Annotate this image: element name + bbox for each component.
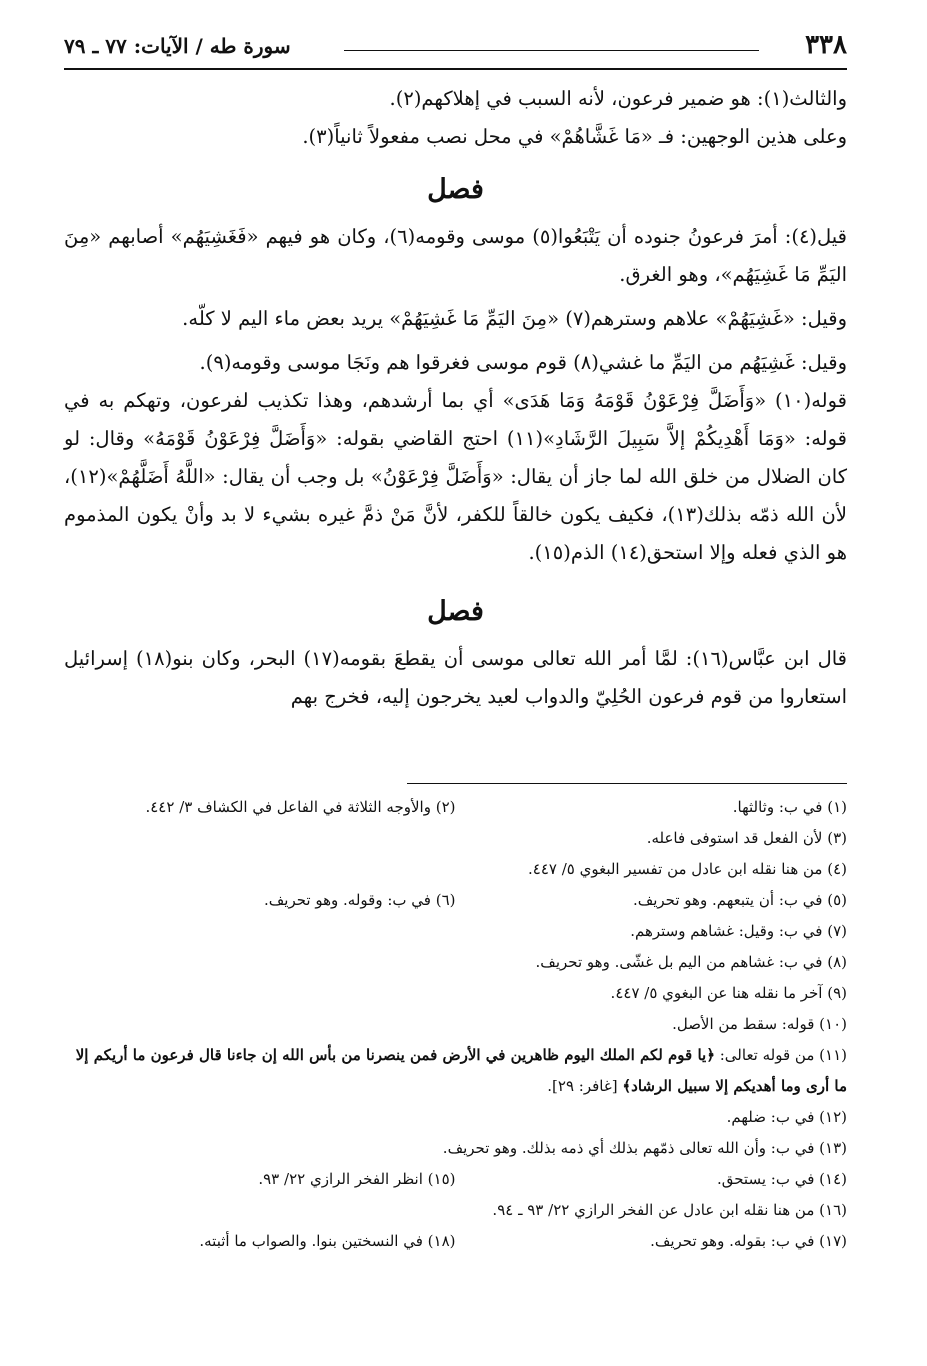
main-text	[64, 80, 847, 716]
paragraph: وقيل: غَشِيَهُم من اليَمِّ ما غشي(٨) قوم موسى فغرقوا هم ونَجَا موسى وقومه(٩).	[199, 351, 847, 374]
footnote: (٢) والأوجه الثلاثة في الفاعل في الكشاف ٣/ ٤٤٢.	[145, 798, 456, 816]
footnote: (١٣) في ب: وأن الله تعالى ذمّهم بذلك أي ذمه بذلك. وهو تحريف.	[442, 1139, 847, 1157]
header-dash-line	[344, 50, 759, 51]
footnote-prefix: (١١) من قوله تعالى:	[714, 1046, 847, 1064]
paragraph: وعلى هذين الوجهين: فـ «مَا غَشَّاهُمْ» في محل نصب مفعولاً ثانياً(٣).	[302, 125, 847, 148]
footnote: (٥) في ب: أن يتبعهم. وهو تحريف.	[632, 891, 847, 909]
page-number: ٣٣٨	[805, 30, 847, 60]
book-page	[64, 30, 847, 1366]
footnote-row	[64, 792, 847, 823]
footnote: (١٤) في ب: يستحق.	[716, 1170, 847, 1188]
footnote-row	[64, 1164, 847, 1195]
footnote: (٨) في ب: غشاهم من اليم بل غشّى. وهو تحريف.	[535, 953, 847, 971]
footnote: (٩) آخر ما نقله هنا عن البغوي ٥/ ٤٤٧.	[610, 984, 847, 1002]
footnote: (١٧) في ب: بقوله. وهو تحريف.	[650, 1232, 847, 1250]
footnote-suffix: [غافر: ٢٩].	[547, 1077, 623, 1095]
paragraph: قوله(١٠) «وَأَضَلَّ فِرْعَوْنُ قَوْمَهُ وَمَا هَدَى» أي بما أرشدهم، وهذا تكذيب لفرعون، وتهكم به في قوله: «وَمَا أَهْدِيكُمْ إلاَّ سَبِيلَ الرَّشَادِ»(١١) احتج القاضي بقوله: «وَأَضَلَّ فِرْعَوْنُ قَوْمَهُ» وقال: لو كان الضلال من خلق الله لما جاز أن يقال: «وَأَضَلَّ فِرْعَوْنُ» بل وجب أن يقال: «اللَّهُ أَضَلَّهُمْ»(١٢)، لأن الله ذمّه بذلك(١٣)، فكيف يكون خالقاً للكفر، لأنَّ مَنْ ذمَّ غيره بشيء لا بد وأنْ يكون المذموم هو الذي فعله وإلا استحق(١٤) الذم(١٥).	[64, 389, 848, 564]
footnote: (١٥) انظر الفخر الرازي ٢٢/ ٩٣.	[258, 1170, 456, 1188]
footnote: (١٨) في النسختين بنوا. والصواب ما أثبته.	[199, 1232, 456, 1250]
paragraph: والثالث(١): هو ضمير فرعون، لأنه السبب في إهلاكهم(٢).	[389, 87, 847, 110]
footnote: (٧) في ب: وقيل: غشاهم وسترهم.	[630, 922, 847, 940]
surah-verse-title: سورة طه / الآيات: ٧٧ ـ ٧٩	[64, 34, 291, 58]
footnotes	[64, 792, 847, 1257]
footnote: (٣) لأن الفعل قد استوفى فاعله.	[646, 829, 847, 847]
paragraph: قيل(٤): أمرَ فرعونُ جنوده أن يَتْبَعُوا(٥) موسى وقومه(٦)، وكان هو فيهم «فَغَشِيَهُم» أصابهم «مِنَ اليَمِّ مَا غَشِيَهُم»، وهو الغرق.	[64, 225, 848, 286]
footnote: (١٦) من هنا نقله ابن عادل عن الفخر الرازي ٢٢/ ٩٣ ـ ٩٤.	[492, 1201, 847, 1219]
header-rule	[64, 68, 847, 70]
footnote: (١٠) قوله: سقط من الأصل.	[672, 1015, 847, 1033]
footnote: (١) في ب: وثالثها.	[732, 798, 847, 816]
footnote-row	[64, 1226, 847, 1257]
section-heading: فصل	[427, 596, 484, 627]
footnote: (٦) في ب: وقوله. وهو تحريف.	[263, 891, 456, 909]
footnote: (١٢) في ب: ضلهم.	[726, 1108, 847, 1126]
footnote: (٤) من هنا نقله ابن عادل من تفسير البغوي ٥/ ٤٤٧.	[527, 860, 847, 878]
footnote-quran-citation	[64, 1040, 847, 1102]
section-heading: فصل	[427, 174, 484, 205]
paragraph: قال ابن عبَّاس(١٦): لمَّا أمر الله تعالى موسى أن يقطعَ بقومه(١٧) البحر، وكان بنو(١٨) إسرائيل استعاروا من قوم فرعون الحُلِيّ والدواب لعيد يخرجون إليه، فخرج بهم	[64, 647, 847, 708]
footnote-row	[64, 885, 847, 916]
paragraph: وقيل: «غَشِيَهُمْ» علاهم وسترهم(٧) «مِنَ اليَمِّ مَا غَشِيَهُمْ» يريد بعض ماء اليم لا كلّه.	[182, 307, 847, 330]
running-header	[64, 30, 847, 64]
footnote-separator	[407, 783, 847, 784]
quran-quote: ﴿يا قوم لكم الملك اليوم ظاهرين في الأرض فمن ينصرنا من بأس الله إن جاءنا قال فرعون ما أريكم إلا ما أرى وما أهديكم إلا سبيل الرشاد﴾	[75, 1046, 847, 1095]
